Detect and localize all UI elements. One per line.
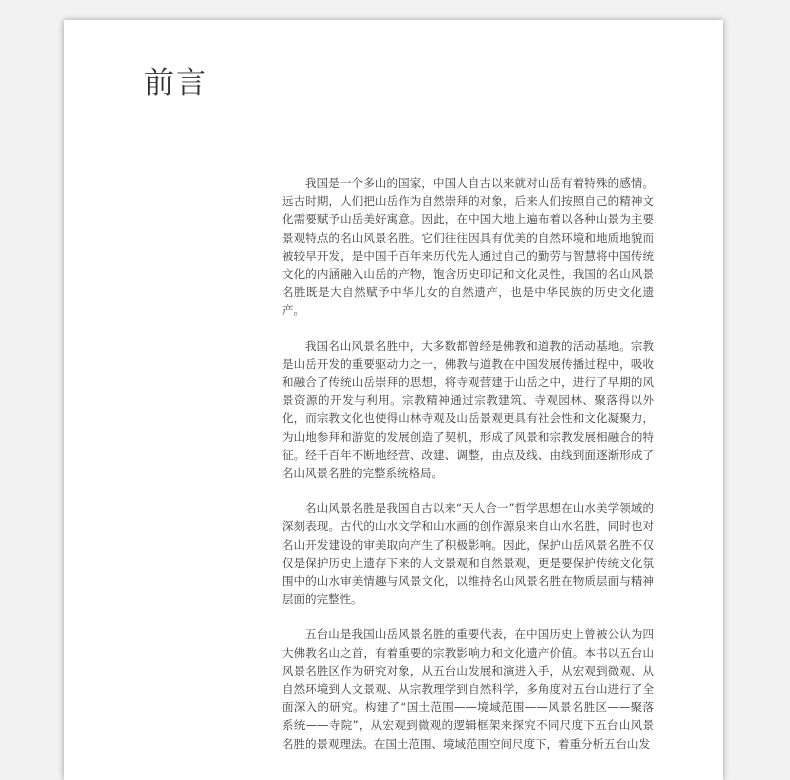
document-page — [64, 20, 723, 780]
paragraph-3: 名山风景名胜是我国自古以来“天人合一”哲学思想在山水美学领域的深刻表现。古代的山水文学和山水画的创作源泉来自山水名胜，同时也对名山开发建设的审美取向产生了积极影响。因此，保护山岳风景名胜不仅仅是保护历史上遗存下来的人文景观和自然景观，更是要保护传统文化氛围中的山水审美情趣与风景文化，以维持名山风景名胜在物质层面与精神层面的完整性。 — [282, 501, 654, 607]
body-text — [282, 174, 654, 770]
page-title: 前言 — [144, 66, 208, 101]
paragraph-4: 五台山是我国山岳风景名胜的重要代表，在中国历史上曾被公认为四大佛教名山之首，有着重要的宗教影响力和文化遗产价值。本书以五台山风景名胜区作为研究对象，从五台山发展和演进入手，从宏观到微观、从自然环境到人文景观、从宗教理学到自然科学，多角度对五台山进行了全面深入的研究。构建了“国土范围——境域范围——风景名胜区——聚落系统——寺院”，从宏观到微观的逻辑框架来探究不同尺度下五台山风景名胜的景观理法。在国土范围、境域范围空间尺度下，着重分析五台山发 — [282, 627, 654, 751]
paragraph-1: 我国是一个多山的国家，中国人自古以来就对山岳有着特殊的感情。远古时期，人们把山岳作为自然崇拜的对象，后来人们按照自己的精神文化需要赋予山岳美好寓意。因此，在中国大地上遍布着以各种山景为主要景观特点的名山风景名胜。它们往往因具有优美的自然环境和地质地貌而被较早开发，是中国千百年来历代先人通过自己的勤劳与智慧将中国传统文化的内涵融入山岳的产物，饱含历史印记和文化灵性，我国的名山风景名胜既是大自然赋予中华儿女的自然遗产，也是中华民族的历史文化遗产。 — [282, 176, 654, 318]
paragraph-2: 我国名山风景名胜中，大多数都曾经是佛教和道教的活动基地。宗教是山岳开发的重要驱动力之一，佛教与道教在中国发展传播过程中，吸收和融合了传统山岳崇拜的思想，将寺观营建于山岳之中，进行了早期的风景资源的开发与利用。宗教精神通过宗教建筑、寺观园林、聚落得以外化，而宗教文化也使得山林寺观及山岳景观更具有社会性和文化凝聚力，为山地参拜和游览的发展创造了契机，形成了风景和宗教发展相融合的特征。经千百年不断地经营、改建、调整，由点及线、由线到面逐渐形成了名山风景名胜的完整系统格局。 — [282, 338, 654, 481]
